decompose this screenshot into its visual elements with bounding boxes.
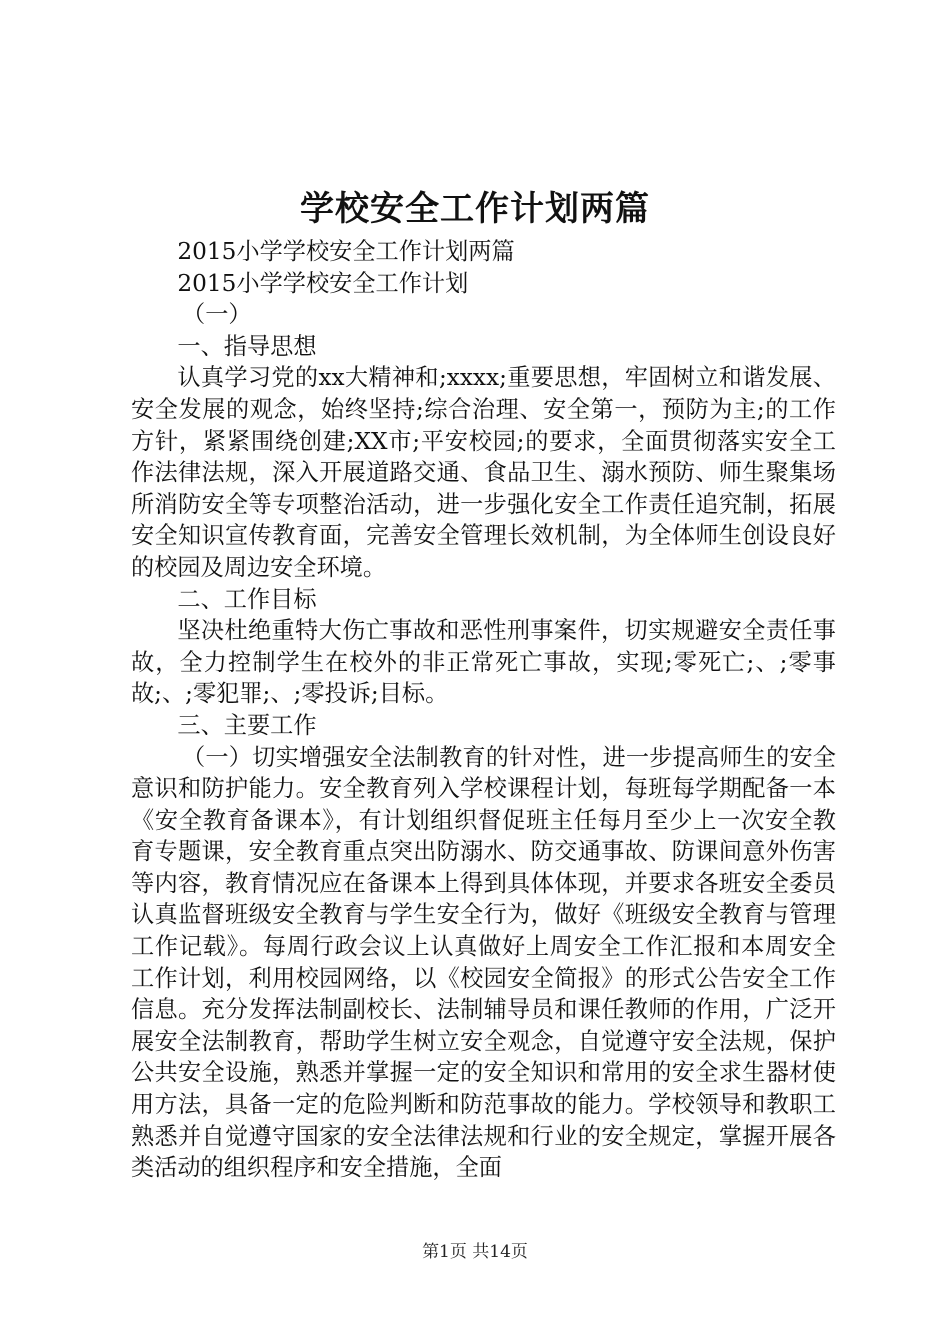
section-heading: 二、工作目标 [177, 585, 317, 613]
body-paragraph: 认真学习党的xx大精神和;xxxx;重要思想，牢固树立和谐发展、安全发展的观念，始终坚持;综合治理、安全第一，预防为主;的工作方针，紧紧围绕创建;XX市;平安校园;的要求，全面贯彻落实安全工作法律法规，深入开展道路交通、食品卫生、溺水预防、师生聚集场所消防安全等专项整治活动，进一步强化安全工作责任追究制，拓展安全知识宣传教育面，完善安全管理长效机制，为全体师生创设良好的校园及周边安全环境。 [131, 364, 836, 581]
document-title: 学校安全工作计划两篇 [300, 189, 650, 229]
page-footer: 第1页 共14页 [422, 1242, 528, 1262]
body-paragraph: 坚决杜绝重特大伤亡事故和恶性刑事案件，切实规避安全责任事故，全力控制学生在校外的非正常死亡事故，实现;零死亡;、;零事故;、;零犯罪;、;零投诉;目标。 [131, 617, 836, 708]
section-heading: 一、指导思想 [177, 332, 317, 360]
document-body [131, 236, 836, 1184]
section-heading: 三、主要工作 [177, 711, 317, 739]
subtitle-line: 2015小学学校安全工作计划 [177, 269, 469, 297]
subtitle-line: 2015小学学校安全工作计划两篇 [177, 238, 515, 265]
body-paragraph: （一）切实增强安全法制教育的针对性，进一步提高师生的安全意识和防护能力。安全教育列入学校课程计划，每班每学期配备一本《安全教育备课本》，有计划组织督促班主任每月至少上一次安全教育专题课，安全教育重点突出防溺水、防交通事故、防课间意外伤害等内容，教育情况应在备课本上得到具体体现，并要求各班安全委员认真监督班级安全教育与学生安全行为，做好《班级安全教育与管理工作记载》。每周行政会议上认真做好上周安全工作汇报和本周安全工作计划，利用校园网络，以《校园安全简报》的形式公告安全工作信息。充分发挥法制副校长、法制辅导员和课任教师的作用，广泛开展安全法制教育，帮助学生树立安全观念，自觉遵守安全法规，保护公共安全设施，熟悉并掌握一定的安全知识和常用的安全求生器材使用方法，具备一定的危险判断和防范事故的能力。学校领导和教职工熟悉并自觉遵守国家的安全法律法规和行业的安全规定，掌握开展各类活动的组织程序和安全措施，全面 [131, 743, 836, 1182]
section-marker: （一） [182, 301, 252, 329]
